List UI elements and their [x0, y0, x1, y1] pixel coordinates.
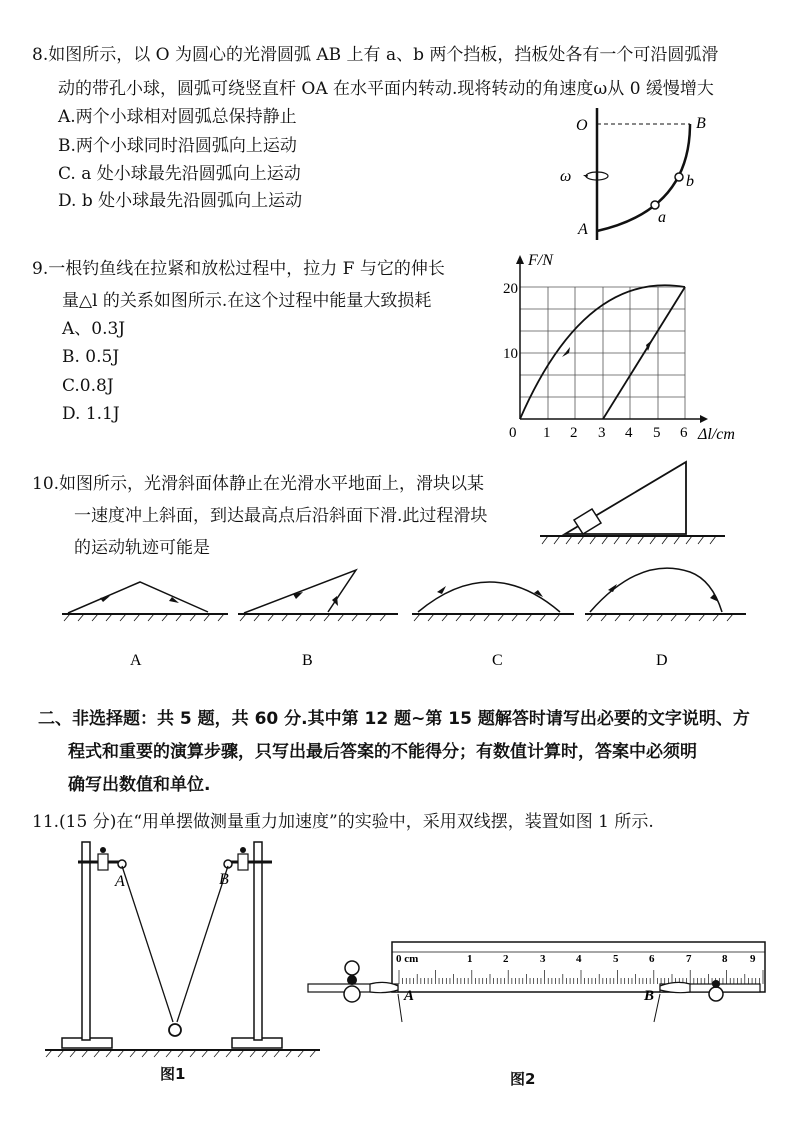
q10-stem-line2: 一速度冲上斜面，到达最高点后沿斜面下滑.此过程滑块	[74, 506, 488, 526]
q11-fig2-label-a: A	[404, 988, 415, 1004]
q8-label-a-point: A	[578, 221, 588, 238]
q9-option-c: C.0.8J	[62, 376, 114, 396]
q10-choice-label-b: B	[302, 652, 313, 669]
ruler-label-1: 1	[467, 953, 473, 965]
q9-xtick-3: 3	[598, 425, 606, 441]
q9-option-b: B. 0.5J	[62, 347, 120, 367]
q8-label-o: O	[576, 117, 588, 134]
q9-xtick-2: 2	[570, 425, 578, 441]
q8-option-c: C. a 处小球最先沿圆弧向上运动	[58, 164, 301, 184]
ruler-label-9: 9	[750, 953, 756, 965]
q9-xtick-1: 1	[543, 425, 551, 441]
section2-heading-line2: 程式和重要的演算步骤，只写出最后答案的不能得分；有数值计算时，答案中必须明	[68, 742, 697, 762]
q11-fig1-label-b: B	[219, 871, 229, 888]
q8-label-a-ball: a	[658, 209, 666, 226]
ruler-label-0: 0 cm	[396, 953, 419, 965]
q11-figure2-caption: 图2	[510, 1070, 536, 1088]
q9-xtick-5: 5	[653, 425, 661, 441]
ruler-label-7: 7	[686, 953, 692, 965]
q10-choice-label-d: D	[656, 652, 668, 669]
q10-choice-label-a: A	[130, 652, 142, 669]
q11-figure1-caption: 图1	[160, 1065, 186, 1083]
q11-stem-line1: 11.(15 分)在“用单摆做测量重力加速度”的实验中，采用双线摆，装置如图 1 所示.	[32, 812, 654, 832]
q9-option-d: D. 1.1J	[62, 404, 120, 424]
ruler-label-3: 3	[540, 953, 546, 965]
section2-heading-line3: 确写出数值和单位.	[68, 775, 211, 795]
q11-fig1-label-a: A	[115, 873, 125, 890]
q8-stem-line1: 8.如图所示，以 O 为圆心的光滑圆弧 AB 上有 a、b 两个挡板，挡板处各有一个可沿圆弧滑	[32, 45, 719, 65]
q10-stem-line3: 的运动轨迹可能是	[74, 538, 210, 558]
ruler-label-8: 8	[722, 953, 728, 965]
ruler-label-6: 6	[649, 953, 655, 965]
q8-option-a: A.两个小球相对圆弧总保持静止	[58, 107, 297, 127]
q8-label-b-point: B	[696, 115, 706, 132]
q9-option-a: A、0.3J	[62, 319, 126, 339]
q8-label-b-ball: b	[686, 173, 694, 190]
q9-stem-line1: 9.一根钓鱼线在拉紧和放松过程中，拉力 F 与它的伸长	[32, 259, 445, 279]
q9-xtick-6: 6	[680, 425, 688, 441]
q10-choice-label-c: C	[492, 652, 503, 669]
q8-option-d: D. b 处小球最先沿圆弧向上运动	[58, 191, 303, 211]
q8-option-b: B.两个小球同时沿圆弧向上运动	[58, 136, 297, 156]
q8-label-omega: ω	[560, 168, 572, 185]
q9-ytick-10: 10	[503, 346, 518, 362]
section2-heading-line1: 二、非选择题：共 5 题，共 60 分.其中第 12 题~第 15 题解答时请写出必要的文字说明、方	[38, 709, 750, 729]
ruler-label-4: 4	[576, 953, 582, 965]
ruler-label-5: 5	[613, 953, 619, 965]
q9-ylabel: F/N	[528, 252, 553, 269]
q10-stem-line1: 10.如图所示，光滑斜面体静止在光滑水平地面上，滑块以某	[32, 474, 485, 494]
ruler-label-2: 2	[503, 953, 509, 965]
q9-xlabel: Δl/cm	[698, 426, 735, 443]
q9-xtick-0: 0	[509, 425, 517, 441]
q9-ytick-20: 20	[503, 281, 518, 297]
q8-stem-line2: 动的带孔小球，圆弧可绕竖直杆 OA 在水平面内转动.现将转动的角速度ω从 0 缓慢增大	[58, 79, 714, 99]
q9-stem-line2: 量△l 的关系如图所示.在这个过程中能量大致损耗	[62, 291, 432, 311]
q11-fig2-label-b: B	[644, 988, 655, 1004]
q9-xtick-4: 4	[625, 425, 633, 441]
